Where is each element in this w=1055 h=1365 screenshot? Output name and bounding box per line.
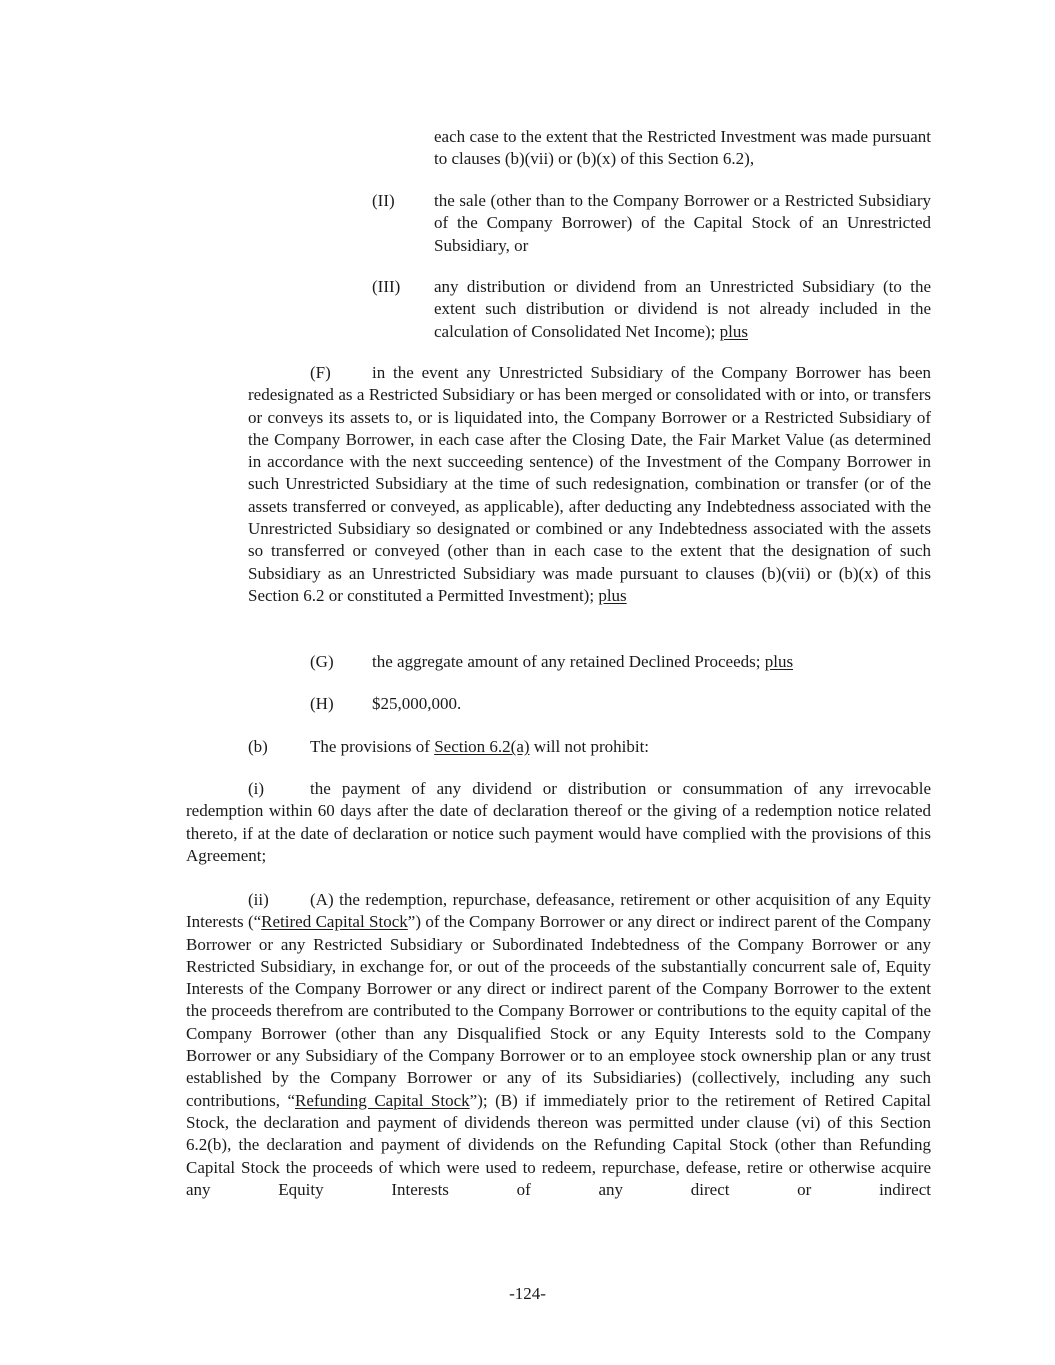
clause-b-text-post: will not prohibit: [533,737,650,756]
clause-III-label: (III) [372,277,401,296]
clause-III-plus: plus [719,321,748,341]
clause-b-text-pre: The provisions of [310,737,430,756]
clause-b-label: (b) [248,737,268,756]
clause-b [248,736,931,760]
clause-i-label: (i) [248,779,265,798]
clause-F [248,362,931,607]
clause-H [310,693,931,717]
clause-H-label: (H) [310,694,334,713]
clause-F-text: in the event any Unrestricted Subsidiary of the Company Borrower has been redesignated as a Restricted Subsidiary or has been merged or consolidated with or into, or transfers or conveys its assets to, or is liquidated into, the Company Borrower or a Restricted Subsidiary of the Company Borrower, in each case after the Closing Date, the Fair Market Value (as determined in accordance with the next succeeding sentence) of the Investment of the Company Borrower in such Unrestricted Subsidiary at the time of such redesignation, combination or transfer (or of the assets transferred or conveyed, as applicable), after deducting any Indebtedness associated with the Unrestricted Subsidiary so designated or combined or any Indebtedness associated with the assets so transferred or conveyed (other than in each case to the extent that the designation of such Subsidiary as an Unrestricted Subsidiary was made pursuant to clauses (b)(vii) or (b)(x) of this Section 6.2 or constituted a Permitted Investment); [248,363,931,605]
clause-G-plus: plus [764,652,794,671]
clause-II [372,190,931,260]
clause-H-text: $25,000,000. [372,694,462,713]
section-6-2a-link[interactable]: Section 6.2(a) [434,737,530,756]
clause-III-text-wrap [434,276,931,343]
retired-capital-stock-term: Retired Capital Stock [261,912,408,932]
clause-III-text: any distribution or dividend from an Unrestricted Subsidiary (to the extent such distribution or dividend is not already included in the calculation of Consolidated Net Income); [434,277,931,341]
clause-II-text: the sale (other than to the Company Borrower or a Restricted Subsidiary of the Company Borrower) of the Capital Stock of an Unrestricted Subsidiary, or [434,191,931,255]
refunding-capital-stock-term: Refunding Capital Stock [295,1090,470,1110]
clause-i-text: the payment of any dividend or distribution or consummation of any irrevocable redemption within 60 days after the date of declaration thereof or the giving of a redemption notice related thereto, if at the date of declaration or notice such payment would have complied with the provisions of this Agreement; [186,779,931,865]
clause-F-plus: plus [598,585,627,605]
clause-i [186,778,931,867]
clause-G-text-wrap [372,651,931,673]
clause-ii-text-2: ”) of the Company Borrower or any direct or indirect parent of the Company Borrower or any Restricted Subsidiary or Subordinated Indebtedness of the Company Borrower or any Restricted Subsidiary, in exchange for, or out of the proceeds of the substantially concurrent sale of, Equity Interests of the Company Borrower or any direct or indirect parent of the Company Borrower to the extent the proceeds therefrom are contributed to the Company Borrower or contributions to the equity capital of the Company Borrower (other than any Disqualified Stock or any Equity Interests sold to the Company Borrower or any Subsidiary of the Company Borrower or to an employee stock ownership plan or any trust established by the Company Borrower or any of its Subsidiaries) (collectively, including any such contributions, “ [186,912,931,1110]
clause-ii-text-3: ”); (B) if immediately prior to the retirement of Retired Capital Stock, the declaration and payment of dividends thereon was permitted under clause (vi) of this Section 6.2(b), the declaration and payment of dividends on the Refunding Capital Stock (other than Refunding Capital Stock the proceeds of which were used to redeem, repurchase, defease, retire or otherwise acquire any Equity Interests of any direct or indirect [186,1090,931,1199]
page-number: -124- [509,1284,546,1303]
clause-ii-text-1: (A) the redemption, repurchase, defeasance, retirement or other acquisition of any Equity Interests (“ [186,890,931,932]
clause-ii [186,889,931,1201]
clause-ii-label: (ii) [248,890,269,909]
clause-G-label: (G) [310,652,334,671]
clause-G [310,651,931,675]
continuation-text: each case to the extent that the Restricted Investment was made pursuant to clauses (b)(vii) or (b)(x) of this Section 6.2), [434,127,931,169]
clause-b-text-wrap [310,736,931,758]
clause-II-label: (II) [372,191,395,210]
continuation-paragraph [434,126,931,171]
clause-G-text: the aggregate amount of any retained Declined Proceeds; [372,652,761,671]
clause-F-label: (F) [310,363,331,382]
clause-III [372,276,931,346]
